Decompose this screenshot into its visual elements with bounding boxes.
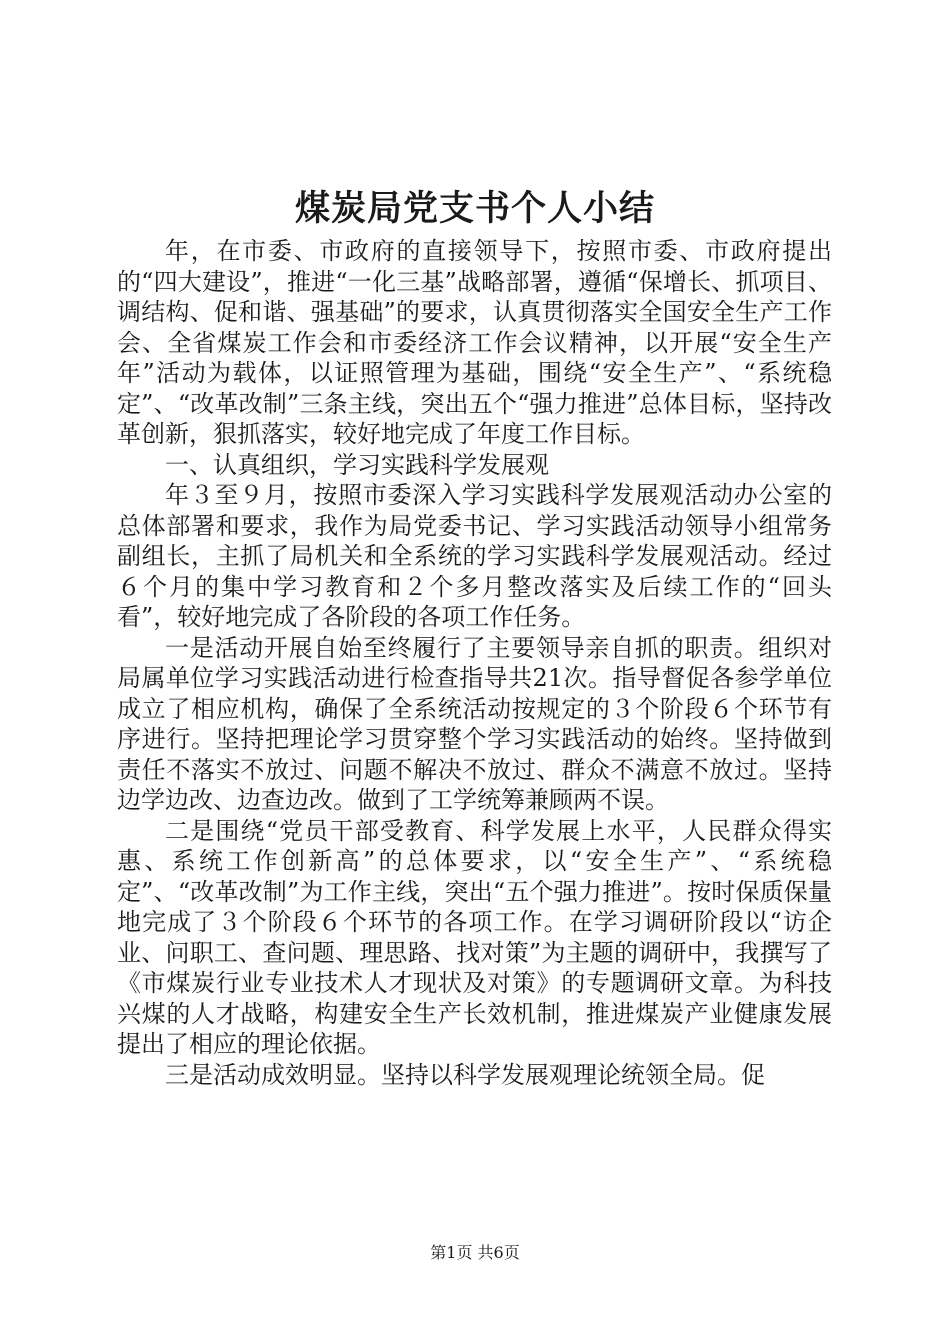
paragraph-section-1: 年３至９月，按照市委深入学习实践科学发展观活动办公室的总体部署和要求，我作为局党委书记、学习实践活动领导小组常务副组长，主抓了局机关和全系统的学习实践科学发展观活动。经过６个月的集中学习教育和２个多月整改落实及后续工作的“回头看”，较好地完成了各阶段的各项工作任务。 [117, 481, 832, 631]
paragraph-point-2: 二是围绕“党员干部受教育、科学发展上水平，人民群众得实惠、系统工作创新高”的总体要求，以“安全生产”、“系统稳定”、“改革改制”为工作主线，突出“五个强力推进”。按时保质保量地完成了３个阶段６个环节的各项工作。在学习调研阶段以“访企业、问职工、查问题、理思路、找对策”为主题的调研中，我撰写了《市煤炭行业专业技术人才现状及对策》的专题调研文章。为科技兴煤的人才战略，构建安全生产长效机制，推进煤炭产业健康发展提出了相应的理论依据。 [117, 816, 832, 1058]
document-body [117, 236, 832, 1090]
paragraph-point-1: 一是活动开展自始至终履行了主要领导亲自抓的职责。组织对局属单位学习实践活动进行检查指导共21次。指导督促各参学单位成立了相应机构，确保了全系统活动按规定的３个阶段６个环节有序进行。坚持把理论学习贯穿整个学习实践活动的始终。坚持做到责任不落实不放过、问题不解决不放过、群众不满意不放过。坚持边学边改、边查边改。做到了工学统筹兼顾两不误。 [117, 633, 832, 814]
page-title: 煤炭局党支书个人小结 [294, 188, 655, 229]
page-footer: 第1页 共6页 [430, 1243, 520, 1262]
paragraph-intro: 年，在市委、市政府的直接领导下，按照市委、市政府提出的“四大建设”，推进“一化三基”战略部署，遵循“保增长、抓项目、调结构、促和谐、强基础”的要求，认真贯彻落实全国安全生产工作会、全省煤炭工作会和市委经济工作会议精神，以开展“安全生产年”活动为载体，以证照管理为基础，围绕“安全生产”、“系统稳定”、“改革改制”三条主线，突出五个“强力推进”总体目标，坚持改革创新，狠抓落实，较好地完成了年度工作目标。 [117, 237, 832, 448]
paragraph-point-3: 三是活动成效明显。坚持以科学发展观理论统领全局。促 [165, 1060, 765, 1089]
section-heading-1: 一、认真组织，学习实践科学发展观 [165, 450, 549, 479]
